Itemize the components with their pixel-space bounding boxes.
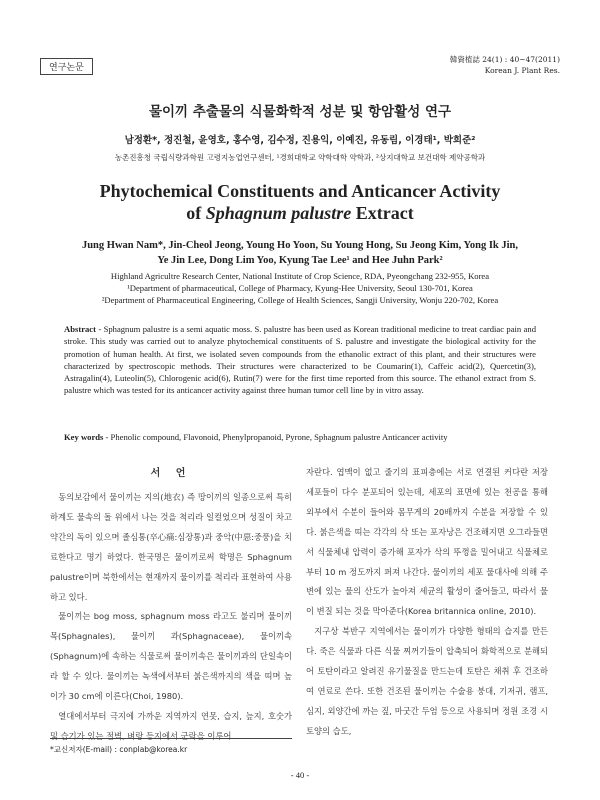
left-paragraph-2: 물이끼는 bog moss, sphagnum moss 라고도 불리며 물이끼목(Sphagnales), 물이끼 과(Sphagnaceae), 물이끼속(Sphagnum)에 속하는 식물로써 물이끼속은 물이끼과의 단일속이라 할 수 있다. 물이끼는 녹색에서부터 붉은색까지의 색을 띠며 높이가 30 cm에 이른다(Choi, 1980). — [50, 611, 292, 702]
english-title — [0, 180, 600, 224]
article-type-badge: 연구논문 — [40, 58, 93, 75]
left-paragraph-3: 열대에서부터 극지에 가까운 지역까지 연못, 습지, 늪지, 호숫가 및 습기가 있는 절벽, 벼랑 등지에서 군락을 이루어 — [50, 710, 292, 741]
title-suffix: Extract — [351, 203, 414, 223]
affiliation-line1: Highland Agricultre Research Center, National Institute of Crop Science, RDA, Pyeongchang 232-955, Korea — [110, 271, 490, 281]
journal-info — [450, 54, 560, 76]
journal-name: Korean J. Plant Res. — [484, 66, 560, 75]
right-column — [306, 463, 548, 742]
english-affiliations — [40, 270, 560, 306]
journal-citation: 韓資植誌 24(1) : 40~47(2011) — [449, 55, 560, 64]
title-prefix: of — [186, 203, 206, 223]
left-paragraph-1: 동의보감에서 물이끼는 지의(地衣) 즉 땅이끼의 일종으로써 특히 하계도 물속의 돌 위에서 나는 것을 척리라 일컬었으며 성질이 차고 약간의 독이 있으며 졸심통(卒心痛:심장통)과 중악(中惡:중풍)을 치료한다고 명기 하였다. 한국명은 물이끼로써 학명은 Sphagnum palustre이며 북한에서는 현재까지 물이끼를 척리라 표현하여 사용하고 있다. — [50, 492, 293, 602]
keywords-label: Key words — [64, 432, 104, 442]
section-title: 서 언 — [150, 468, 192, 479]
english-title-line2 — [0, 202, 600, 224]
authors-line1: Jung Hwan Nam*, Jin-Cheol Jeong, Young Ho Yoon, Su Young Hong, Su Jeong Kim, Yong Ik Jin, — [81, 240, 519, 251]
korean-title: 물이끼 추출물의 식물화학적 성분 및 항암활성 연구 — [148, 104, 452, 120]
english-title-line1: Phytochemical Constituents and Anticancer Activity — [99, 181, 501, 201]
right-paragraph-1: 자란다. 엽맥이 없고 줄기의 표피층에는 서로 연결된 커다란 저장 세포들이 다수 분포되어 있는데, 세포의 표면에 있는 천공을 통해 외부에서 수분이 들어와 몸무게의 20배까지 수분을 저장할 수 있다. 붉은색을 띠는 각각의 삭 또는 포자낭은 건조해지면 오그라들면서 식물체내 압력이 증가해 포자가 삭의 뚜껑을 밀어내고 식물체로부터 10 m 정도까지 퍼져 나간다. 물이끼의 세포 물대사에 의해 주변에 있는 물의 산도가 높아져 세균의 활성이 줄어들고, 따라서 물이 변질 되는 것을 막아준다(Korea britannica online, 2010). — [306, 467, 548, 617]
right-paragraph-2: 지구상 북반구 지역에서는 물이끼가 다양한 형태의 습지를 만든다. 죽은 식물과 다른 식물 찌꺼기들이 압축되어 화학적으로 분해되어 토탄이라고 알려진 유기물질을 만드는데 토탄은 채취 후 건조하여 연료로 쓴다. 또한 건조된 물이끼는 수술용 붕대, 기저귀, 램프, 심지, 외양간에 까는 짚, 마굿간 두엄 등으로 사용되며 정원 조경 시 토양의 습도, — [306, 626, 548, 736]
abstract — [64, 323, 536, 397]
footnote-divider — [50, 738, 292, 739]
english-authors — [40, 238, 560, 268]
keywords-text: - Phenolic compound, Flavonoid, Phenylpropanoid, Pyrone, Sphagnum palustre Anticancer activity — [103, 432, 448, 442]
keywords — [64, 431, 536, 443]
abstract-label: Abstract — [64, 324, 96, 334]
affiliation-line3: ²Department of Pharmaceutical Engineering, College of Health Sciences, Sangji University, Wonju 220-702, Korea — [101, 295, 499, 305]
korean-authors: 남정환*, 정진철, 윤영호, 홍수영, 김수정, 진용익, 이예진, 유동림, 이경태¹, 박희준² — [124, 135, 476, 146]
korean-affiliations: 농촌진흥청 국립식량과학원 고령지농업연구센터, ¹경희대학교 약학대학 약학과, ²상지대학교 보건대학 제약공학과 — [114, 153, 486, 162]
affiliation-line2: ¹Department of pharmaceutical, College of Pharmacy, Kyung-Hee University, Seoul 130-701, Korea — [127, 283, 473, 293]
page-number: - 40 - — [290, 770, 310, 780]
authors-line2: Ye Jin Lee, Dong Lim Yoo, Kyung Tae Lee¹ and Hee Juhn Park² — [157, 255, 443, 266]
corresponding-author-footnote: *교신저자(E-mail) : conplab@korea.kr — [50, 745, 188, 754]
title-species: Sphagnum palustre — [205, 203, 352, 223]
abstract-text: - Sphagnum palustre is a semi aquatic moss. S. palustre has been used as Korean traditional medicine to treat cardiac pain and stroke. This study was carried out to analyze phytochemical constituents of S. palustre and investigate the biological activity for the promotion of human health. At first, we isolated seven compounds from the ethanolic extract of this plant, and their structures were characterized by spectroscopic methods. Their structures were characterized to be Coumarin(1), Caffeic acid(2), Quercetin(3), Astragalin(4), Luteolin(5), Chlorogenic acid(6), Rutin(7) were for the first time reported from this source. The ethanol extract from S. palustre which was tested for its anticancer activity against three human tumor cell line by in vitro assay. — [64, 324, 536, 396]
left-column — [50, 463, 292, 747]
